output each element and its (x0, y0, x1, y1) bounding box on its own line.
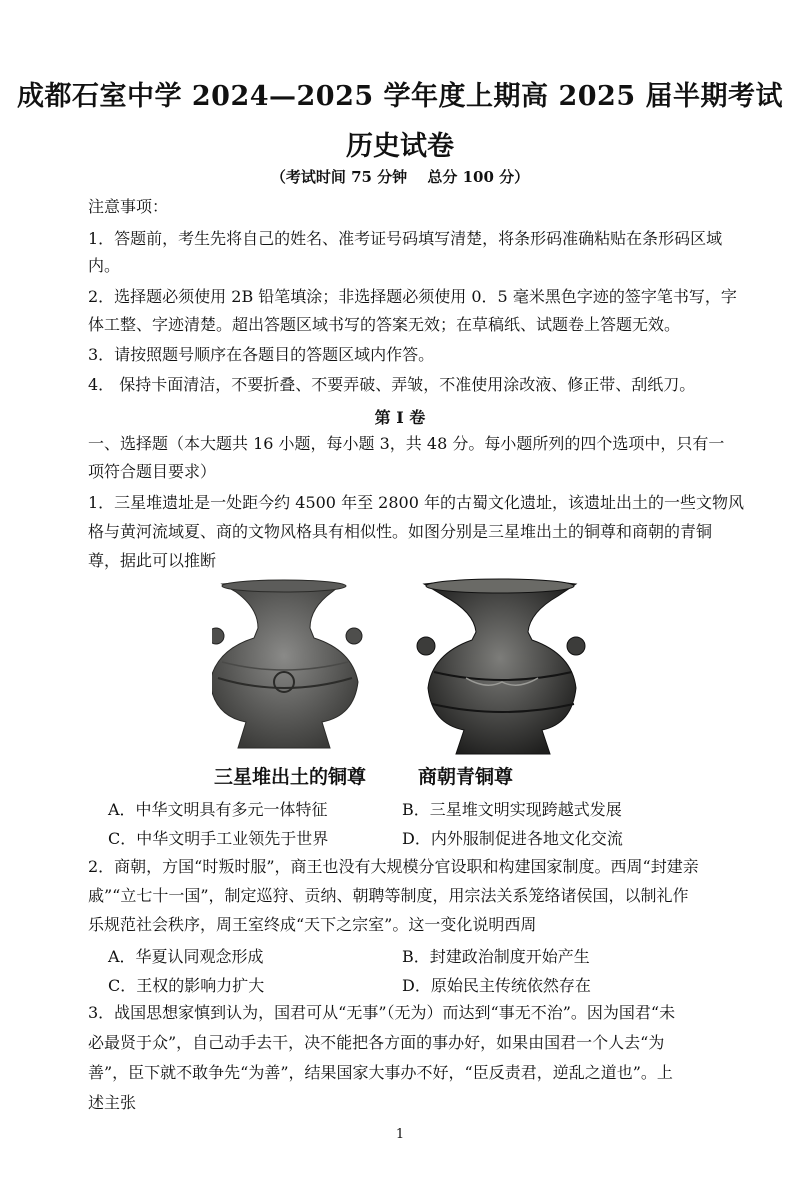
question-2-option-d: D．原始民主传统依然存在 (402, 976, 591, 995)
part-intro: 项符合题目要求） (88, 462, 217, 481)
question-1-option-d: D．内外服制促进各地文化交流 (402, 829, 623, 848)
note-line: 体工整、字迹清楚。超出答题区域书写的答案无效；在草稿纸、试题卷上答题无效。 (88, 315, 681, 334)
question-1-option-a: A．中华文明具有多元一体特征 (108, 800, 328, 819)
bronze-vessels-image (212, 578, 588, 790)
question-2-option-b: B．封建政治制度开始产生 (402, 947, 590, 966)
question-2-option-c: C．王权的影响力扩大 (108, 976, 265, 995)
question-1-stem: 1．三星堆遗址是一处距今约 4500 年至 2800 年的古蜀文化遗址，该遗址出土的一些文物风 (88, 493, 744, 512)
question-2-stem: 乐规范社会秩序，周王室终成“天下之宗室”。这一变化说明西周 (88, 915, 537, 934)
exam-info: （考试时间 75 分钟 总分 100 分） (270, 168, 530, 186)
note-line: 内。 (88, 256, 121, 275)
question-1-stem: 格与黄河流域夏、商的文物风格具有相似性。如图分别是三星堆出土的铜尊和商朝的青铜 (88, 522, 713, 541)
note-line: 1．答题前，考生先将自己的姓名、准考证号码填写清楚，将条形码准确粘贴在条形码区域 (88, 229, 723, 248)
bronze-zun-figure (212, 578, 588, 790)
shang-bronze-zun (417, 579, 585, 754)
question-3-stem: 3．战国思想家慎到认为，国君可从“无事”（无为）而达到“事无不治”。因为国君“未 (88, 1003, 676, 1022)
part-intro: 一、选择题（本大题共 16 小题，每小题 3，共 48 分。每小题所列的四个选项中，只有一 (88, 434, 725, 453)
question-2-stem: 2．商朝，方国“时叛时服”，商王也没有大规模分官设职和构建国家制度。西周“封建亲 (88, 857, 699, 876)
question-1-option-c: C．中华文明手工业领先于世界 (108, 829, 329, 848)
question-1-stem: 尊，据此可以推断 (88, 551, 217, 570)
sanxingdui-zun (212, 580, 362, 748)
exam-subject: 历史试卷 (346, 131, 454, 162)
question-1-option-b: B．三星堆文明实现跨越式发展 (402, 800, 622, 819)
question-2-stem: 戚”“立七十一国”，制定巡狩、贡纳、朝聘等制度，用宗法关系笼络诸侯国，以制礼作 (88, 886, 689, 905)
exam-title: 成都石室中学 2024—2025 学年度上期高 2025 届半期考试 (16, 81, 784, 112)
question-3-stem: 述主张 (88, 1093, 137, 1112)
question-2-option-a: A．华夏认同观念形成 (108, 947, 264, 966)
note-line: 2．选择题必须使用 2B 铅笔填涂；非选择题必须使用 0．5 毫米黑色字迹的签字笔书写，字 (88, 287, 737, 306)
question-3-stem: 必最贤于众”，自己动手去干，决不能把各方面的事办好，如果由国君一个人去“为 (88, 1033, 665, 1052)
right-vessel-caption: 商朝青铜尊 (418, 766, 514, 788)
page-number: 1 (395, 1127, 405, 1142)
notes-heading: 注意事项： (88, 197, 169, 216)
note-line: 4． 保持卡面清洁，不要折叠、不要弄破、弄皱，不准使用涂改液、修正带、刮纸刀。 (88, 375, 696, 394)
section-title: 第 Ⅰ 卷 (374, 408, 426, 427)
left-vessel-caption: 三星堆出土的铜尊 (214, 766, 367, 788)
question-3-stem: 善”，臣下就不敢争先“为善”，结果国家大事办不好，“臣反责君，逆乱之道也”。上 (88, 1063, 673, 1082)
note-line: 3．请按照题号顺序在各题目的答题区域内作答。 (88, 345, 435, 364)
